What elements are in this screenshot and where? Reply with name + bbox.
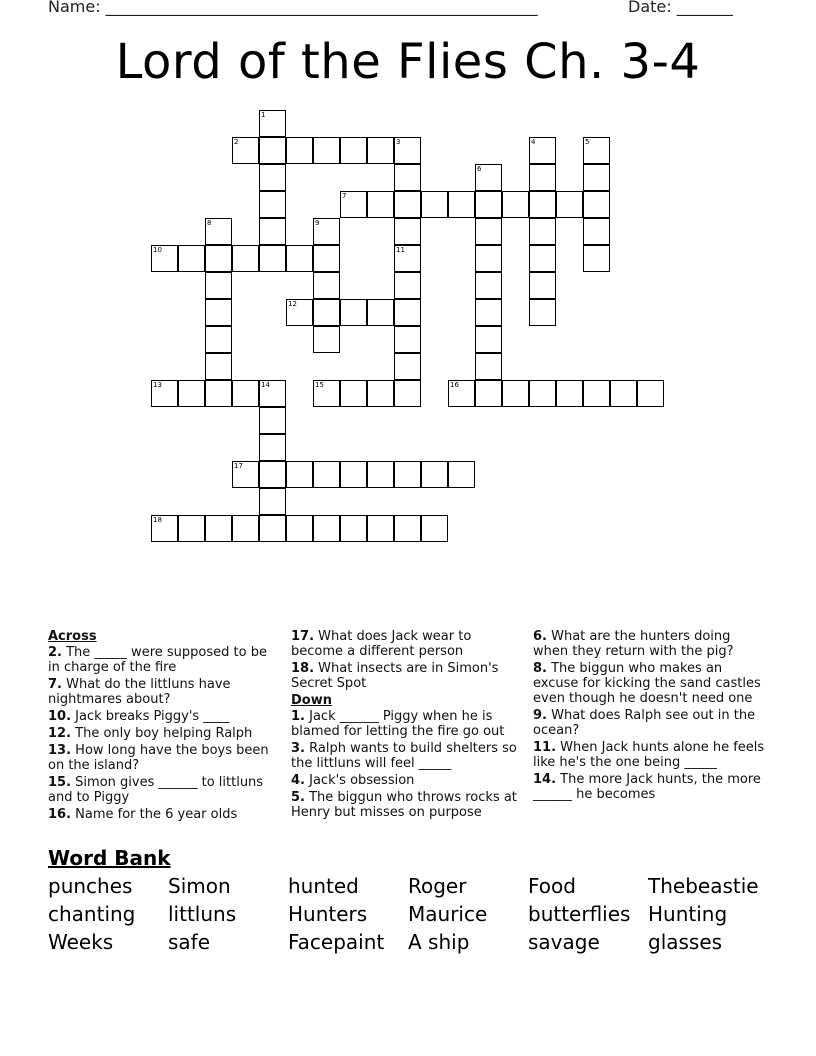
grid-cell[interactable] <box>259 218 286 245</box>
word-bank-item: safe <box>168 930 211 954</box>
grid-cell[interactable] <box>475 245 502 272</box>
clues-column-3 <box>533 629 768 804</box>
grid-cell[interactable] <box>232 137 259 164</box>
grid-cell[interactable] <box>313 218 340 245</box>
clue-across-12: 12. The only boy helping Ralph <box>48 726 253 741</box>
grid-cell[interactable] <box>178 245 205 272</box>
clue-number: 6 <box>477 165 482 173</box>
grid-cell[interactable] <box>286 245 313 272</box>
grid-cell[interactable] <box>313 380 340 407</box>
grid-cell[interactable] <box>421 191 448 218</box>
grid-cell[interactable] <box>583 164 610 191</box>
grid-cell[interactable] <box>259 164 286 191</box>
grid-cell[interactable] <box>205 299 232 326</box>
grid-cell[interactable] <box>259 407 286 434</box>
grid-cell[interactable] <box>313 245 340 272</box>
grid-cell[interactable] <box>583 245 610 272</box>
grid-cell[interactable] <box>340 515 367 542</box>
grid-cell[interactable] <box>448 380 475 407</box>
word-bank-item: Food <box>528 874 576 898</box>
clue-across-18: 18. What insects are in Simon's Secret Spot <box>291 661 499 691</box>
clue-across-16: 16. Name for the 6 year olds <box>48 807 238 822</box>
word-bank-item: Hunting <box>648 902 728 926</box>
clue-number: 13 <box>153 381 162 389</box>
clue-down-6: 6. What are the hunters doing when they return with the pig? <box>533 629 734 659</box>
clue-number: 8 <box>207 219 212 227</box>
grid-cell[interactable] <box>529 272 556 299</box>
grid-cell[interactable] <box>394 326 421 353</box>
grid-cell[interactable] <box>394 515 421 542</box>
grid-cell[interactable] <box>151 515 178 542</box>
word-bank-item: Simon <box>168 874 231 898</box>
grid-cell[interactable] <box>205 380 232 407</box>
grid-cell[interactable] <box>475 191 502 218</box>
clues-column-1 <box>48 629 276 824</box>
grid-cell[interactable] <box>583 218 610 245</box>
clue-number: 17 <box>234 462 243 470</box>
grid-cell[interactable] <box>259 110 286 137</box>
clue-number: 2 <box>234 138 239 146</box>
grid-cell[interactable] <box>394 164 421 191</box>
word-bank-item: glasses <box>648 930 723 954</box>
grid-cell[interactable] <box>475 299 502 326</box>
grid-cell[interactable] <box>529 245 556 272</box>
grid-cell[interactable] <box>259 515 286 542</box>
word-bank-item: Roger <box>408 874 467 898</box>
clue-number: 18 <box>153 516 162 524</box>
grid-cell[interactable] <box>205 218 232 245</box>
grid-cell[interactable] <box>259 245 286 272</box>
grid-cell[interactable] <box>286 299 313 326</box>
grid-cell[interactable] <box>394 137 421 164</box>
grid-cell[interactable] <box>394 218 421 245</box>
grid-cell[interactable] <box>259 191 286 218</box>
grid-cell[interactable] <box>205 326 232 353</box>
word-bank-item: Thebeastie <box>648 874 759 898</box>
grid-cell[interactable] <box>475 272 502 299</box>
clues-column-2 <box>291 629 519 822</box>
word-bank-title: Word Bank <box>48 846 171 870</box>
grid-cell[interactable] <box>259 488 286 515</box>
grid-cell[interactable] <box>151 380 178 407</box>
clue-number: 5 <box>585 138 590 146</box>
grid-cell[interactable] <box>583 191 610 218</box>
grid-cell[interactable] <box>583 137 610 164</box>
grid-cell[interactable] <box>313 461 340 488</box>
across-heading: Across <box>48 629 97 644</box>
word-bank-item: A ship <box>408 930 470 954</box>
clue-down-4: 4. Jack's obsession <box>291 773 415 788</box>
grid-cell[interactable] <box>475 326 502 353</box>
grid-cell[interactable] <box>259 461 286 488</box>
clue-down-1: 1. Jack ______ Piggy when he is blamed for letting the fire go out <box>291 709 505 739</box>
grid-cell[interactable] <box>475 380 502 407</box>
grid-cell[interactable] <box>286 461 313 488</box>
word-bank-item: Facepaint <box>288 930 385 954</box>
grid-cell[interactable] <box>529 191 556 218</box>
grid-cell[interactable] <box>394 299 421 326</box>
grid-cell[interactable] <box>313 326 340 353</box>
word-bank <box>48 874 788 958</box>
name-field[interactable]: Name: ______________________________________________________ <box>48 0 538 16</box>
word-bank-item: punches <box>48 874 133 898</box>
grid-cell[interactable] <box>313 137 340 164</box>
grid-cell[interactable] <box>259 137 286 164</box>
grid-cell[interactable] <box>259 434 286 461</box>
grid-cell[interactable] <box>421 461 448 488</box>
clue-number: 14 <box>261 381 270 389</box>
clue-down-3: 3. Ralph wants to build shelters so the littluns will feel _____ <box>291 741 517 771</box>
grid-cell[interactable] <box>448 191 475 218</box>
clue-across-2: 2. The _____ were supposed to be in charge of the fire <box>48 645 267 675</box>
grid-cell[interactable] <box>205 245 232 272</box>
grid-cell[interactable] <box>448 461 475 488</box>
grid-cell[interactable] <box>502 380 529 407</box>
grid-cell[interactable] <box>286 515 313 542</box>
grid-cell[interactable] <box>475 218 502 245</box>
grid-cell[interactable] <box>151 245 178 272</box>
grid-cell[interactable] <box>340 137 367 164</box>
clue-across-15: 15. Simon gives ______ to littluns and to Piggy <box>48 775 264 805</box>
grid-cell[interactable] <box>394 380 421 407</box>
word-bank-item: Hunters <box>288 902 368 926</box>
clue-number: 9 <box>315 219 320 227</box>
grid-cell[interactable] <box>637 380 664 407</box>
grid-cell[interactable] <box>556 380 583 407</box>
grid-cell[interactable] <box>178 380 205 407</box>
grid-cell[interactable] <box>394 461 421 488</box>
grid-cell[interactable] <box>394 191 421 218</box>
clue-down-11: 11. When Jack hunts alone he feels like he's the one being _____ <box>533 740 765 770</box>
clue-number: 4 <box>531 138 536 146</box>
grid-cell[interactable] <box>394 272 421 299</box>
grid-cell[interactable] <box>394 245 421 272</box>
grid-cell[interactable] <box>232 380 259 407</box>
grid-cell[interactable] <box>475 353 502 380</box>
grid-cell[interactable] <box>583 380 610 407</box>
grid-cell[interactable] <box>340 461 367 488</box>
word-bank-item: Weeks <box>48 930 114 954</box>
page-title: Lord of the Flies Ch. 3-4 <box>115 34 701 90</box>
grid-cell[interactable] <box>232 461 259 488</box>
grid-cell[interactable] <box>178 515 205 542</box>
grid-cell[interactable] <box>367 515 394 542</box>
grid-cell[interactable] <box>475 164 502 191</box>
clue-number: 3 <box>396 138 401 146</box>
clue-number: 16 <box>450 381 459 389</box>
grid-cell[interactable] <box>340 380 367 407</box>
grid-cell[interactable] <box>394 353 421 380</box>
grid-cell[interactable] <box>367 191 394 218</box>
clue-number: 12 <box>288 300 297 308</box>
grid-cell[interactable] <box>367 299 394 326</box>
grid-cell[interactable] <box>313 299 340 326</box>
grid-cell[interactable] <box>205 515 232 542</box>
word-bank-item: chanting <box>48 902 136 926</box>
grid-cell[interactable] <box>313 515 340 542</box>
clue-number: 10 <box>153 246 162 254</box>
clue-down-9: 9. What does Ralph see out in the ocean? <box>533 708 756 738</box>
grid-cell[interactable] <box>367 137 394 164</box>
grid-cell[interactable] <box>232 245 259 272</box>
grid-cell[interactable] <box>529 164 556 191</box>
date-field[interactable]: Date: _______ <box>628 0 733 16</box>
grid-cell[interactable] <box>556 191 583 218</box>
grid-cell[interactable] <box>610 380 637 407</box>
grid-cell[interactable] <box>259 380 286 407</box>
word-bank-item: savage <box>528 930 600 954</box>
grid-cell[interactable] <box>421 515 448 542</box>
grid-cell[interactable] <box>313 272 340 299</box>
word-bank-item: hunted <box>288 874 359 898</box>
grid-cell[interactable] <box>529 299 556 326</box>
grid-cell[interactable] <box>286 137 313 164</box>
grid-cell[interactable] <box>529 137 556 164</box>
grid-cell[interactable] <box>502 191 529 218</box>
grid-cell[interactable] <box>529 380 556 407</box>
grid-cell[interactable] <box>205 272 232 299</box>
clue-down-14: 14. The more Jack hunts, the more ______ he becomes <box>533 772 761 802</box>
clue-across-7: 7. What do the littluns have nightmares about? <box>48 677 231 707</box>
clue-down-5: 5. The biggun who throws rocks at Henry but misses on purpose <box>291 790 517 820</box>
clue-number: 15 <box>315 381 324 389</box>
clue-down-8: 8. The biggun who makes an excuse for kicking the sand castles even though he doesn't need one <box>533 661 761 706</box>
grid-cell[interactable] <box>205 353 232 380</box>
clue-across-17: 17. What does Jack wear to become a different person <box>291 629 472 659</box>
clue-across-13: 13. How long have the boys been on the island? <box>48 743 269 773</box>
clue-across-10: 10. Jack breaks Piggy's ____ <box>48 709 230 724</box>
clue-number: 1 <box>261 111 266 119</box>
grid-cell[interactable] <box>340 191 367 218</box>
down-heading: Down <box>291 693 332 708</box>
grid-cell[interactable] <box>340 299 367 326</box>
grid-cell[interactable] <box>367 380 394 407</box>
clue-number: 11 <box>396 246 405 254</box>
word-bank-item: littluns <box>168 902 237 926</box>
grid-cell[interactable] <box>529 218 556 245</box>
word-bank-item: Maurice <box>408 902 488 926</box>
clue-number: 7 <box>342 192 347 200</box>
grid-cell[interactable] <box>232 515 259 542</box>
grid-cell[interactable] <box>367 461 394 488</box>
word-bank-item: butterflies <box>528 902 631 926</box>
